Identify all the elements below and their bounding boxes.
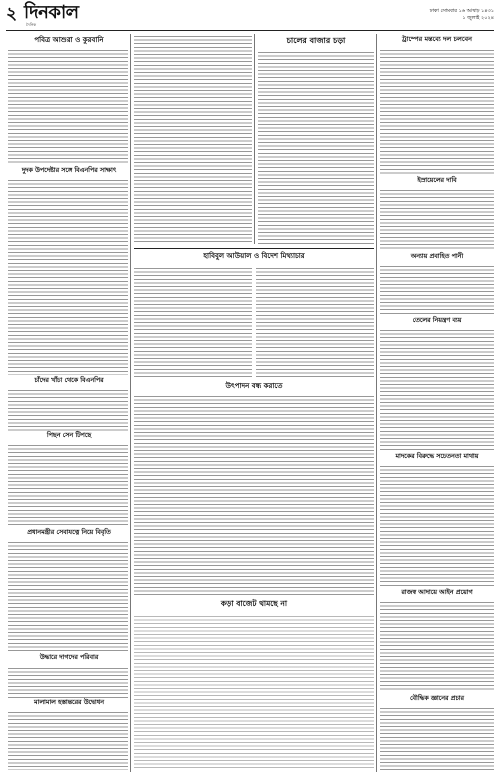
masthead-rule — [6, 30, 494, 31]
headline-right-1: ইস্রায়েলের দাবি — [417, 177, 457, 184]
dateline-bangla: ঢাকা সোমবার ১৬ আষাঢ় ১৪৩১ — [429, 8, 494, 14]
headline-subheadline: দুদক উপদেষ্টার সঙ্গে বিএনপির সাক্ষাৎ — [21, 167, 117, 174]
article-text — [8, 390, 128, 432]
article-text — [8, 712, 128, 770]
article-text — [8, 180, 128, 375]
headline-bot-left-2: মালামাল হস্তান্তরের উদ্বোধন — [34, 699, 104, 706]
article-text — [256, 268, 374, 378]
newspaper-logo: দিনকাল — [24, 2, 79, 23]
headline-right-4: মাদকের বিরুদ্ধে সচেতনতা মাথায় — [395, 453, 479, 460]
section-rule — [134, 248, 374, 249]
article-text — [380, 466, 494, 586]
article-text — [380, 190, 494, 250]
article-text — [8, 445, 128, 527]
article-text — [8, 542, 128, 652]
headline-chalal: চালের বাজার চড়া — [286, 35, 346, 45]
article-text — [134, 396, 374, 596]
column-divider — [254, 34, 255, 244]
headline-bot-left-1: উদ্ধারে দাগদের পরিবার — [39, 654, 99, 661]
headline-right-3: তেলের নিয়ন্ত্রণ ব্যয় — [412, 317, 462, 324]
article-text — [380, 330, 494, 450]
column-divider — [130, 34, 131, 772]
article-text — [380, 602, 494, 692]
headline-right-5: রাজস্ব আদায়ে আইন প্রয়োগ — [401, 589, 473, 596]
column-divider — [376, 34, 377, 772]
article-text — [380, 50, 494, 175]
tagline: দৈনিক — [26, 22, 37, 27]
headline-top-left: পবিত্র আশুরা ও কুরবানি — [34, 35, 104, 44]
article-text — [258, 52, 374, 244]
headline-center-2: কড়া বাজেট থামছে না — [220, 599, 288, 608]
headline-hannan: হাবিবুল আউয়াল ও বিদেশ মিথ্যাচার — [203, 251, 305, 260]
page-number: ২ — [6, 4, 18, 24]
headline-right-6: বৌদ্ধিক জ্ঞানের প্রচার — [409, 695, 465, 702]
dateline-english: ১ জুলাই ২০২৪ — [462, 15, 494, 21]
headline-center-1: উৎপাদন বন্ধ করাতে — [225, 381, 283, 390]
headline-mid-left-2: পিছন সেন টিপছে — [46, 432, 92, 439]
article-text — [134, 268, 252, 378]
article-text — [8, 668, 128, 698]
article-text — [8, 50, 128, 165]
headline-right-2: অন্যায় প্রবাহিত পানী — [410, 253, 464, 260]
article-text — [380, 708, 494, 770]
headline-top-right: ট্রাম্পের মন্তব্যে দল চলবেন — [402, 35, 472, 43]
article-text — [134, 36, 252, 244]
article-text — [380, 266, 494, 314]
dateline — [430, 8, 494, 22]
headline-mid-left-1: চাঁদের খাঁচা থেকে বিএনপির — [34, 377, 104, 384]
headline-mid-left-3: প্রধানমন্ত্রীর সেবাযত্নে নিয়ে বিবৃতি — [27, 529, 111, 536]
article-text — [134, 616, 374, 770]
